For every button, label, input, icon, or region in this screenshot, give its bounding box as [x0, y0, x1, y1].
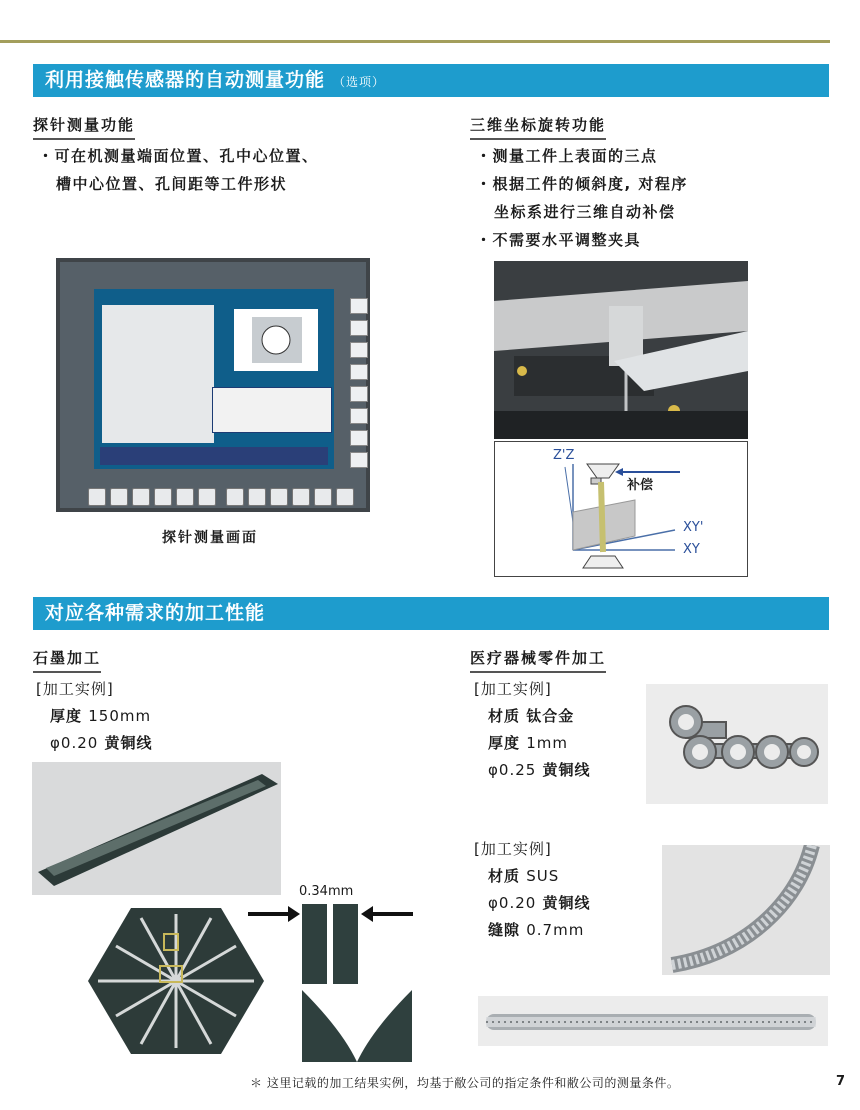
- rotation-bullet-2: ・根据工件的倾斜度, 对程序: [476, 175, 688, 193]
- bottom-button: [292, 488, 310, 506]
- medical-ex2-wire: φ0.20 黄铜线: [488, 894, 591, 912]
- probe-measurement-screen-image: [56, 258, 370, 512]
- top-rule: [0, 40, 830, 43]
- bottom-button: [270, 488, 288, 506]
- section-banner-machining: [33, 597, 829, 630]
- bottom-button: [110, 488, 128, 506]
- compensation-label: 补偿: [627, 478, 654, 493]
- bottom-button: [336, 488, 354, 506]
- z-axis-label: Z'Z: [553, 448, 575, 463]
- bottom-button: [176, 488, 194, 506]
- bottom-button: [248, 488, 266, 506]
- probe-screen-caption: 探针测量画面: [162, 530, 258, 546]
- side-button: [350, 298, 368, 314]
- medical-ex1-thickness: 厚度 1mm: [488, 734, 569, 752]
- bottom-button: [154, 488, 172, 506]
- rotation-bullet-1: ・测量工件上表面的三点: [476, 147, 658, 165]
- bone-plate-photo: [646, 684, 828, 804]
- medical-ex1-material: 材质 钛合金: [488, 707, 575, 725]
- detail-zoom-fork: [302, 990, 412, 1062]
- bottom-button: [226, 488, 244, 506]
- side-button: [350, 320, 368, 336]
- rotation-bullet-2-cont: 坐标系进行三维自动补偿: [494, 203, 676, 221]
- probe-machine-photo: [494, 261, 748, 439]
- side-button: [350, 364, 368, 380]
- bottom-button: [198, 488, 216, 506]
- probe-bullet-1: ・可在机测量端面位置、孔中心位置、: [38, 147, 319, 165]
- slotted-tube-photo: [478, 996, 828, 1046]
- page-number: 7: [836, 1074, 846, 1089]
- medical-ex2-material: 材质 SUS: [488, 867, 560, 885]
- cnc-screen: [94, 289, 334, 469]
- 3d-rotation-diagram: [494, 441, 748, 577]
- heatsink-graphite-part: [86, 906, 266, 1056]
- dialog-panel: [102, 305, 214, 443]
- xy-prime-label: XY': [683, 520, 704, 535]
- coordinate-table: [212, 387, 332, 433]
- soft-key-bar: [100, 447, 328, 465]
- detail-zoom-slots: [248, 898, 413, 988]
- bottom-button: [314, 488, 332, 506]
- bottom-button: [88, 488, 106, 506]
- side-button: [350, 430, 368, 446]
- medical-ex2-gap: 缝隙 0.7mm: [488, 921, 585, 939]
- side-button: [350, 342, 368, 358]
- spiral-tube-photo: [662, 845, 830, 975]
- probe-bullet-1-cont: 槽中心位置、孔间距等工件形状: [56, 175, 288, 193]
- section-title: 利用接触传感器的自动测量功能: [45, 69, 326, 91]
- hole-diagram: [234, 309, 318, 371]
- rotation-bullet-3: ・不需要水平调整夹具: [476, 231, 642, 249]
- graphite-electrode-photo: [32, 762, 281, 895]
- option-note: （选项）: [333, 75, 386, 89]
- 3d-rotation-heading: 三维坐标旋转功能: [470, 114, 606, 140]
- section-title: 对应各种需求的加工性能: [45, 602, 266, 624]
- section-banner-measurement: [33, 64, 829, 97]
- medical-ex1-wire: φ0.25 黄铜线: [488, 761, 591, 779]
- medical-machining-heading: 医疗器械零件加工: [470, 647, 606, 673]
- gap-dimension: 0.34mm: [299, 884, 354, 899]
- graphite-example-label: [加工实例]: [36, 680, 114, 698]
- graphite-machining-heading: 石墨加工: [33, 647, 101, 673]
- graphite-wire: φ0.20 黄铜线: [50, 734, 153, 752]
- probe-measurement-heading: 探针测量功能: [33, 114, 135, 140]
- xy-label: XY: [683, 542, 700, 557]
- medical-example1-label: [加工实例]: [474, 680, 552, 698]
- bottom-button: [132, 488, 150, 506]
- side-button: [350, 386, 368, 402]
- footnote: ＊ 这里记载的加工结果实例，均基于敝公司的指定条件和敝公司的测量条件。: [250, 1076, 680, 1090]
- side-button: [350, 452, 368, 468]
- medical-example2-label: [加工实例]: [474, 840, 552, 858]
- side-button: [350, 408, 368, 424]
- graphite-thickness: 厚度 150mm: [50, 707, 152, 725]
